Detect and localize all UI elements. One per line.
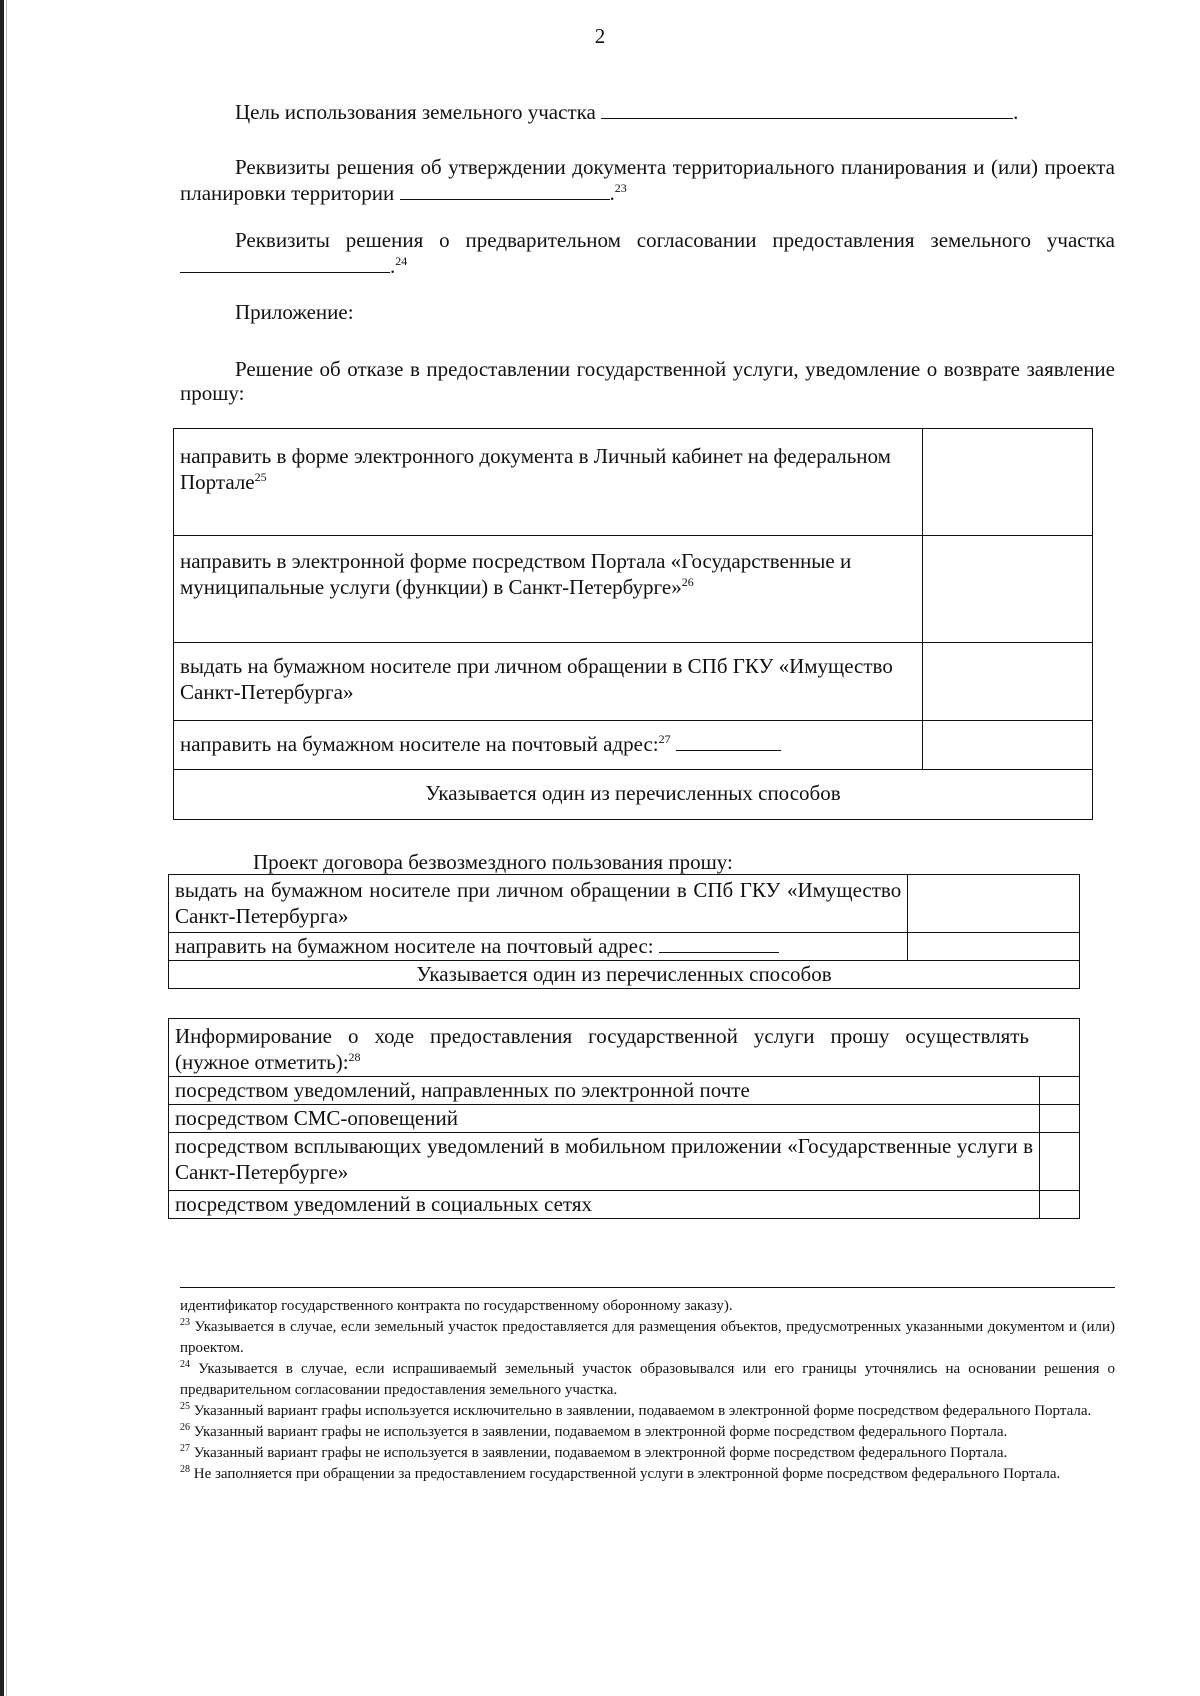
territorial-planning-blank[interactable]: [400, 181, 610, 200]
refusal-option-checkbox[interactable]: [923, 721, 1093, 770]
contract-address-blank[interactable]: [659, 936, 779, 953]
info-option-row: [169, 1105, 1080, 1133]
attachment-label: Приложение:: [235, 300, 354, 324]
refusal-option-text: направить в форме электронного документа в Личный кабинет на федеральном Портале$^{25}$: [174, 429, 923, 536]
info-option-row: [169, 1077, 1080, 1105]
footnote-separator: [180, 1287, 1115, 1288]
refusal-option-checkbox[interactable]: [923, 429, 1093, 536]
scan-edge-shadow: [6, 0, 7, 1696]
footnote-25: $^{25}$ Указанный вариант графы используется исключительно в заявлении, подаваемом в электронной форме посредством федерального Портала.: [180, 1401, 1092, 1419]
refusal-option-checkbox[interactable]: [923, 643, 1093, 721]
footnote-ref-26: 26: [681, 575, 694, 589]
contract-intro: Проект договора безвозмездного пользования прошу:: [253, 850, 733, 874]
footnote-ref-24: 24: [395, 254, 408, 268]
refusal-intro: Решение об отказе в предоставлении государственной услуги, уведомление о возврате заявление прошу:: [180, 357, 1115, 405]
purpose-field: Цель использования земельного участка .: [235, 100, 1019, 124]
refusal-option-checkbox[interactable]: [923, 536, 1093, 643]
refusal-option-text: направить в электронной форме посредством Портала «Государственные и муниципальные услуги (функции) в Санкт-Петербурге»$^{26}$: [174, 536, 923, 643]
refusal-option-row: [174, 721, 1093, 770]
contract-footer-row: [169, 961, 1080, 989]
refusal-option-text: выдать на бумажном носителе при личном обращении в СПб ГКУ «Имущество Санкт-Петербурга»: [174, 643, 923, 721]
refusal-option-row: [174, 643, 1093, 721]
refusal-footer: Указывается один из перечисленных способов: [174, 770, 1093, 820]
info-option-text: посредством всплывающих уведомлений в мобильном приложении «Государственные услуги в Санкт-Петербурге»: [169, 1133, 1040, 1191]
info-option-checkbox[interactable]: [1040, 1191, 1080, 1219]
footnote-ref-27: 27: [658, 732, 671, 746]
footnote-28: $^{28}$ Не заполняется при обращении за предоставлением государственной услуги в электронной форме посредством федерального Портала.: [180, 1464, 1061, 1482]
contract-option-text: выдать на бумажном носителе при личном обращении в СПб ГКУ «Имущество Санкт-Петербурга»: [169, 875, 908, 933]
info-option-text: посредством уведомлений, направленных по электронной почте: [169, 1077, 1040, 1105]
info-option-checkbox[interactable]: [1040, 1133, 1080, 1191]
page-number: 2: [594, 24, 606, 48]
footnote-27: $^{27}$ Указанный вариант графы не используется в заявлении, подаваемом в электронной форме посредством федерального Портала.: [180, 1443, 1008, 1461]
footnote-24: $^{24}$ Указывается в случае, если испрашиваемый земельный участок образовывался или его границы уточнялись на основании решения о предварительном согласовании предоставления земельного участка.: [180, 1359, 1115, 1398]
contract-option-row: [169, 875, 1080, 933]
refusal-option-text: направить на бумажном носителе на почтовый адрес:$^{27}$: [174, 721, 923, 770]
preliminary-approval-label: Реквизиты решения о предварительном согласовании предоставления земельного участка: [235, 228, 1115, 252]
contract-option-text: направить на бумажном носителе на почтовый адрес:: [169, 933, 908, 961]
contract-options-table: [168, 874, 1080, 989]
footnote-continuation: идентификатор государственного контракта по государственному оборонному заказу).: [180, 1298, 733, 1314]
contract-footer: Указывается один из перечисленных способов: [169, 961, 1080, 989]
refusal-option-row: [174, 429, 1093, 536]
purpose-label: Цель использования земельного участка: [235, 100, 596, 124]
footnote-ref-25: 25: [254, 470, 267, 484]
info-option-checkbox[interactable]: [1040, 1077, 1080, 1105]
refusal-options-table: [173, 428, 1093, 820]
contract-option-row: [169, 933, 1080, 961]
scan-edge: [0, 0, 4, 1696]
footnote-ref-23: 23: [614, 181, 627, 195]
preliminary-approval-field: Реквизиты решения о предварительном согласовании предоставления земельного участка .$^{24}$: [180, 227, 1115, 279]
preliminary-approval-blank[interactable]: [180, 254, 390, 273]
footnotes: [180, 1296, 1115, 1485]
territorial-planning-field: Реквизиты решения об утверждении документа территориального планирования и (или) проекта планировки территории .$^{23}$: [180, 155, 1115, 205]
contract-option-checkbox[interactable]: [908, 933, 1080, 961]
contract-option-checkbox[interactable]: [908, 875, 1080, 933]
footnote-23: $^{23}$ Указывается в случае, если земельный участок предоставляется для размещения объектов, предусмотренных указанными документом и (или) проектом.: [180, 1317, 1115, 1356]
info-option-row: [169, 1133, 1080, 1191]
info-header-row: [169, 1019, 1080, 1077]
refusal-footer-row: [174, 770, 1093, 820]
info-option-row: [169, 1191, 1080, 1219]
info-options-table: [168, 1018, 1080, 1219]
refusal-option-row: [174, 536, 1093, 643]
info-option-text: посредством СМС-оповещений: [169, 1105, 1040, 1133]
info-header: Информирование о ходе предоставления государственной услуги прошу осуществлять (нужное отметить):$^{28}$: [169, 1019, 1080, 1077]
footnote-26: $^{26}$ Указанный вариант графы не используется в заявлении, подаваемом в электронной форме посредством федерального Портала.: [180, 1422, 1008, 1440]
refusal-address-blank[interactable]: [676, 732, 781, 751]
territorial-planning-label: Реквизиты решения об утверждении документа территориального планирования и (или) проекта планировки территории: [180, 155, 1115, 205]
purpose-blank[interactable]: [601, 100, 1013, 119]
info-option-checkbox[interactable]: [1040, 1105, 1080, 1133]
info-option-text: посредством уведомлений в социальных сетях: [169, 1191, 1040, 1219]
footnote-ref-28: 28: [348, 1050, 361, 1064]
